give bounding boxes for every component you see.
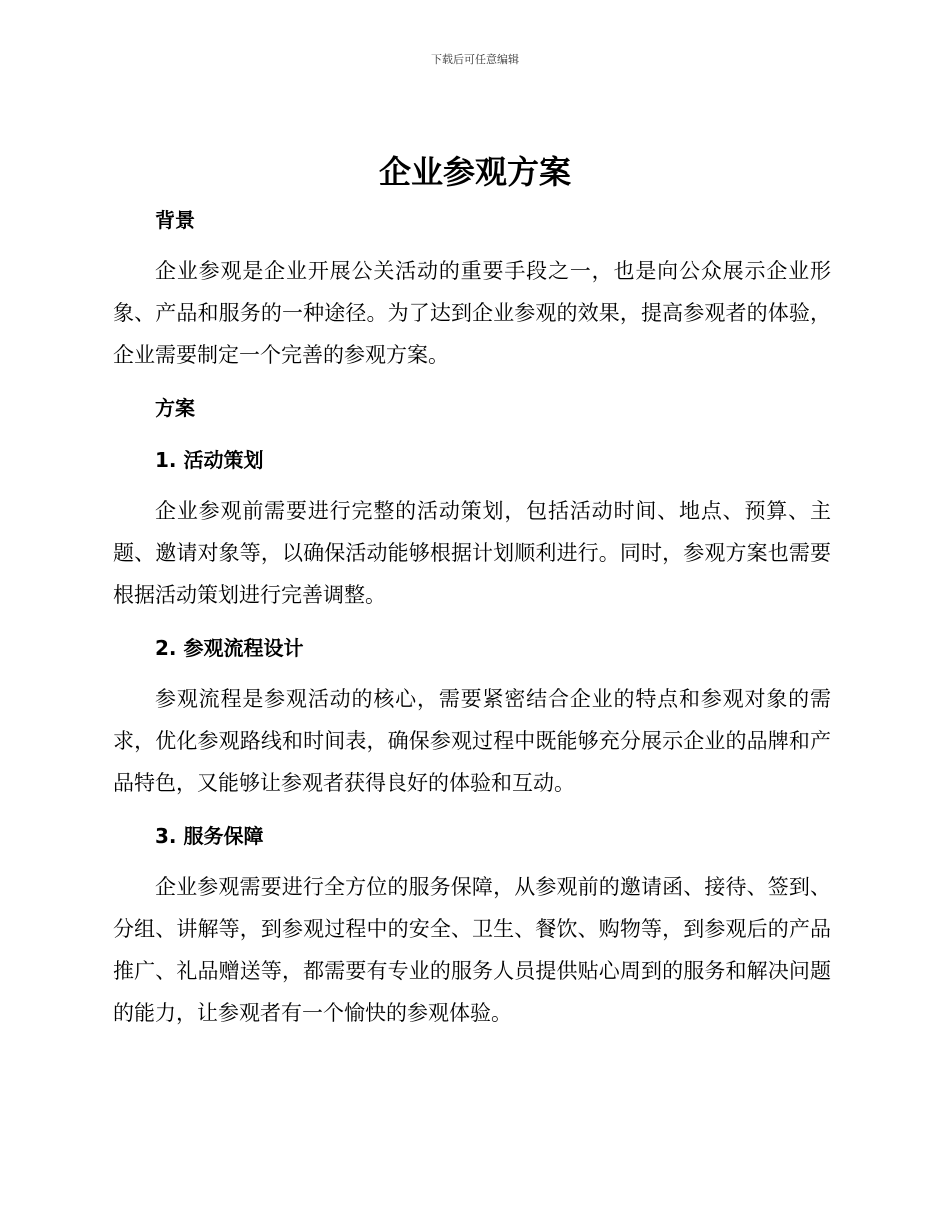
section-heading-background: 背景 — [155, 208, 195, 232]
background-paragraph: 企业参观是企业开展公关活动的重要手段之一，也是向公众展示企业形象、产品和服务的一种途径。为了达到企业参观的效果，提高参观者的体验，企业需要制定一个完善的参观方案。 — [113, 259, 831, 367]
plan-item-heading-3: 3. 服务保障 — [155, 824, 264, 848]
plan-item-heading-1: 1. 活动策划 — [155, 448, 264, 472]
header-note: 下载后可任意编辑 — [431, 53, 519, 66]
plan-item-paragraph-2: 参观流程是参观活动的核心，需要紧密结合企业的特点和参观对象的需求，优化参观路线和时间表，确保参观过程中既能够充分展示企业的品牌和产品特色，又能够让参观者获得良好的体验和互动。 — [113, 687, 831, 795]
document-title: 企业参观方案 — [378, 153, 571, 191]
plan-item-paragraph-3: 企业参观需要进行全方位的服务保障，从参观前的邀请函、接待、签到、分组、讲解等，到参观过程中的安全、卫生、餐饮、购物等，到参观后的产品推广、礼品赠送等，都需要有专业的服务人员提供贴心周到的服务和解决问题的能力，让参观者有一个愉快的参观体验。 — [113, 875, 831, 1025]
plan-item-heading-2: 2. 参观流程设计 — [155, 636, 304, 660]
section-heading-plan: 方案 — [155, 396, 195, 420]
document-body — [113, 200, 831, 1034]
plan-item-paragraph-1: 企业参观前需要进行完整的活动策划，包括活动时间、地点、预算、主题、邀请对象等，以确保活动能够根据计划顺利进行。同时，参观方案也需要根据活动策划进行完善调整。 — [113, 499, 831, 607]
